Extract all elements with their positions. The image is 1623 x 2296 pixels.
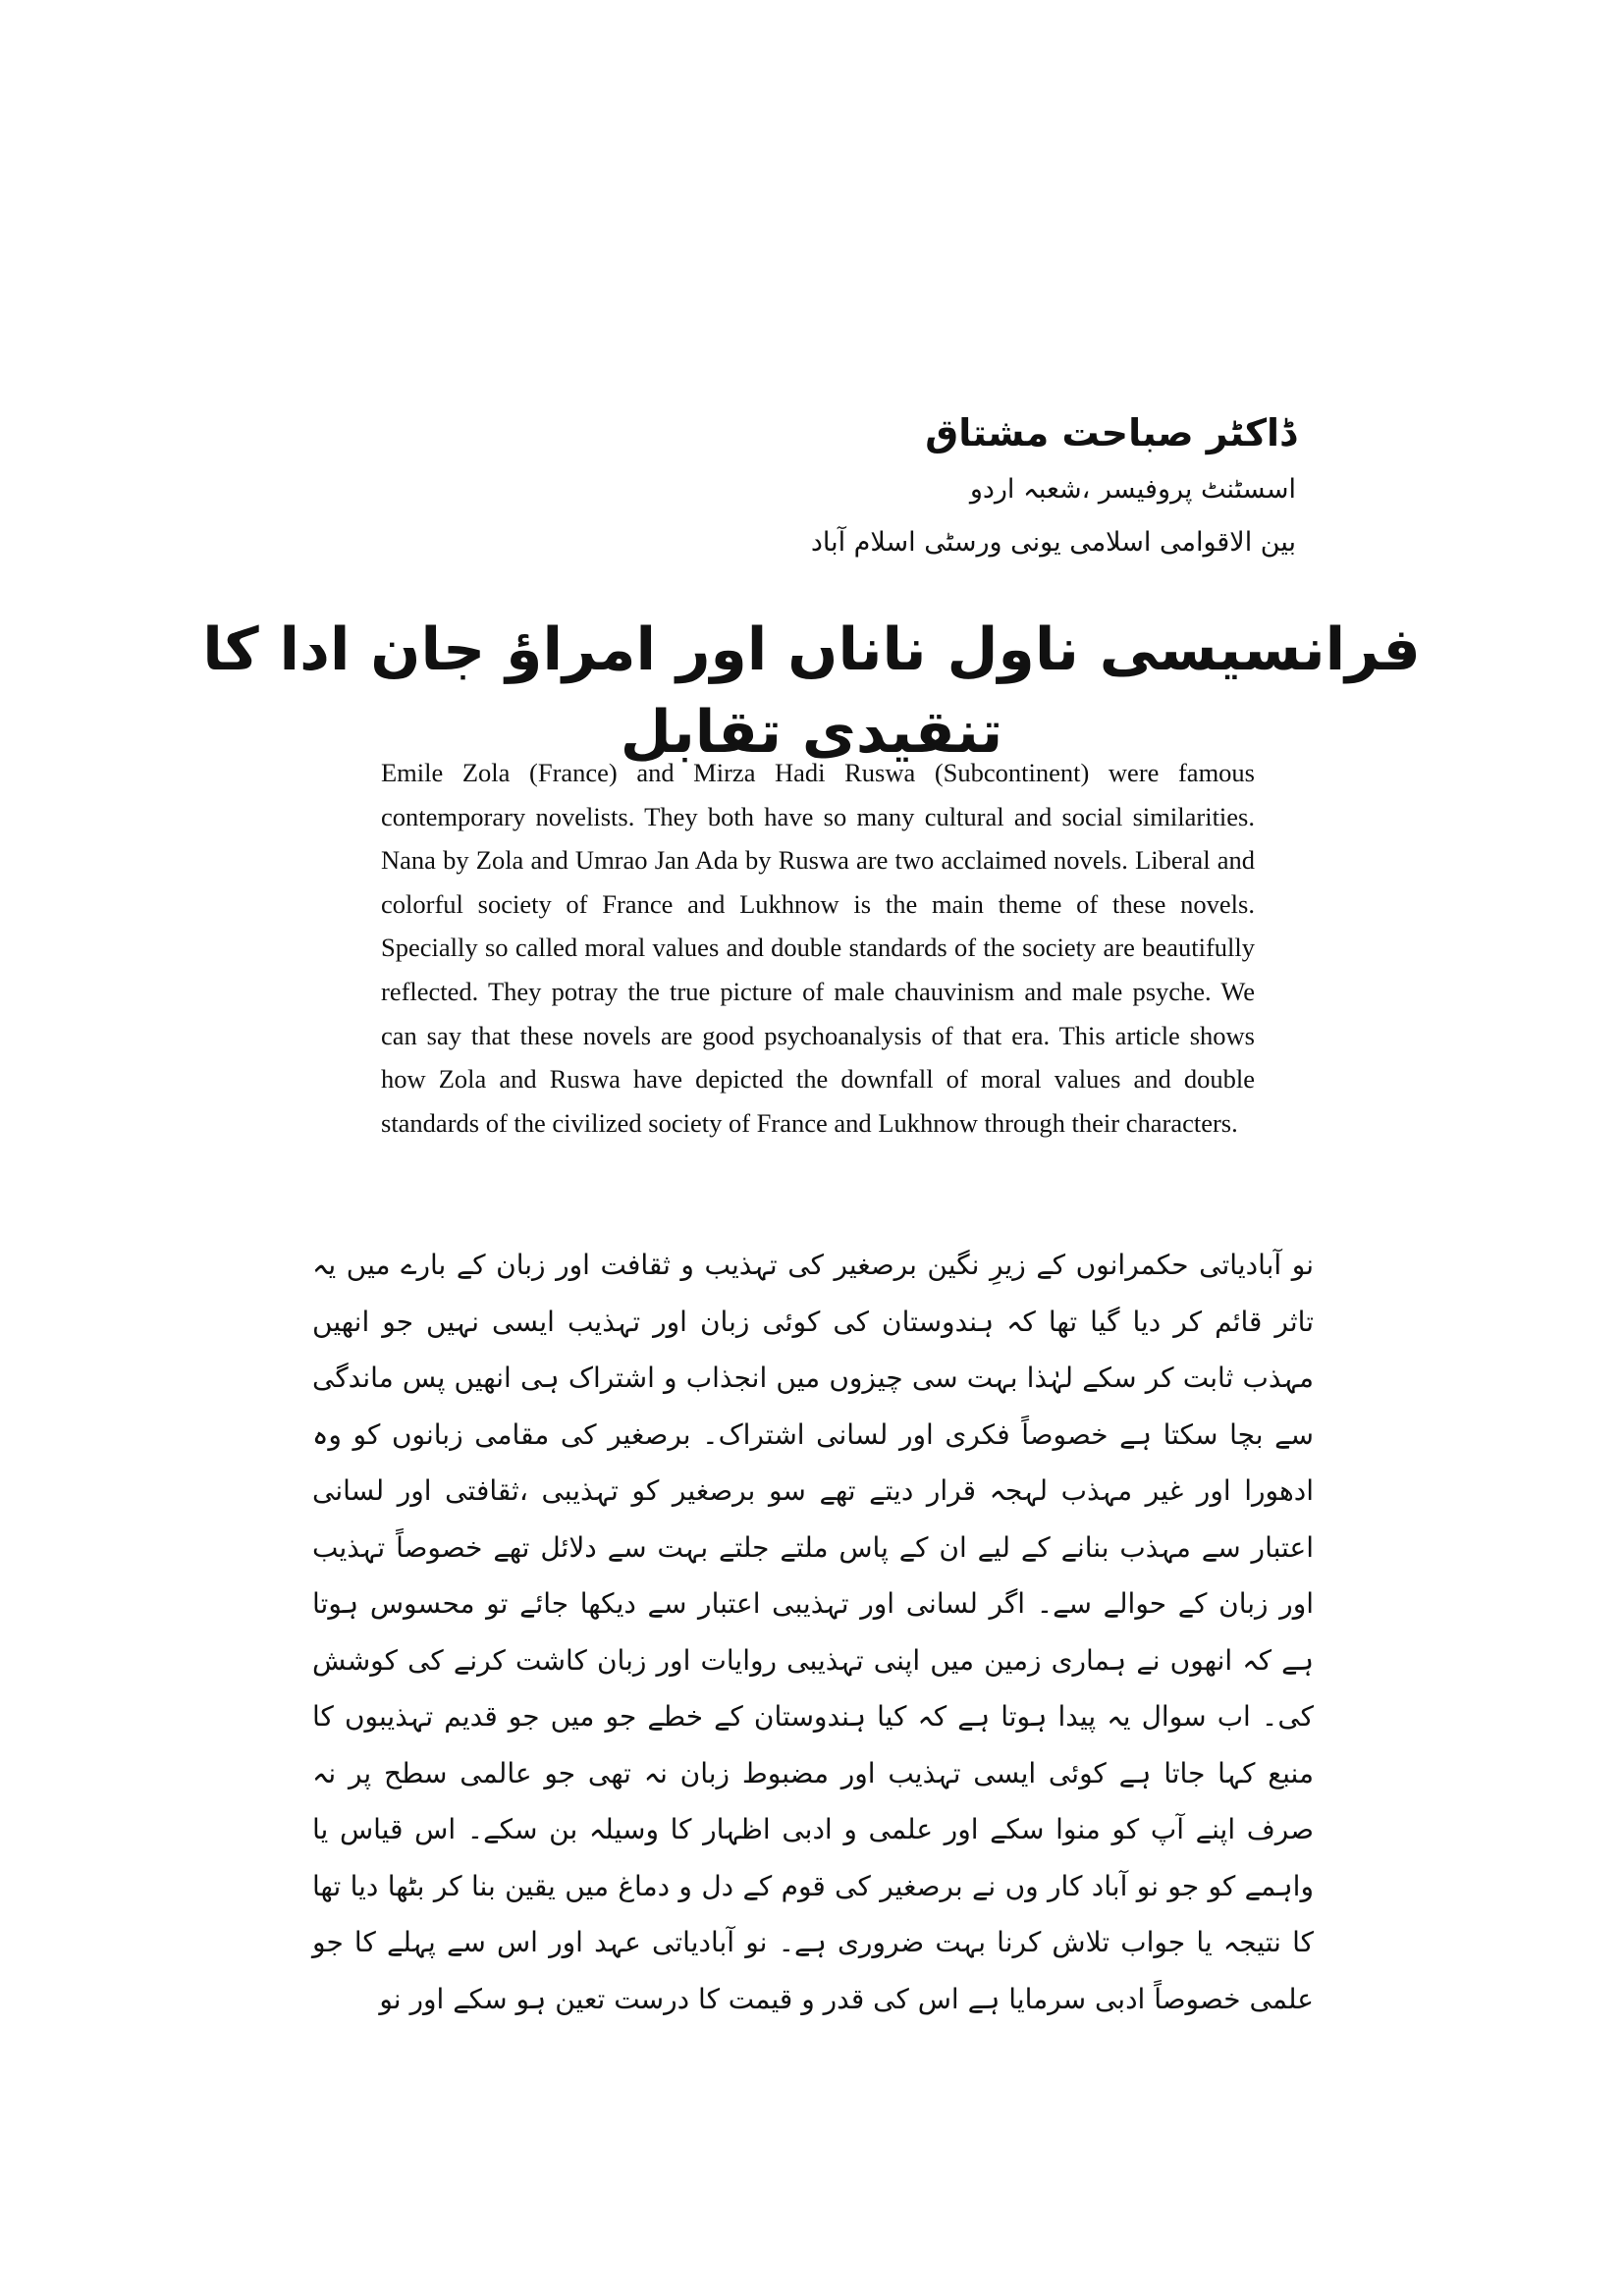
article-title: فرانسیسی ناول ناناں اور امراؤ جان ادا کا تنقیدی تقابل [202,615,1421,767]
author-name: ڈاکٹر صباحت مشتاق [925,411,1296,454]
author-institution: بین الاقوامی اسلامی یونی ورسٹی اسلام آباد [810,527,1296,558]
article-body: نو آبادیاتی حکمرانوں کے زیرِ نگین برصغیر کی تہذیب و ثقافت اور زبان کے بارے میں یہ تاثر قائم کر دیا گیا تھا کہ ہندوستان کی کوئی زبان اور تہذیب ایسی نہیں جو انھیں مہذب ثابت کر سکے لہٰذا بہت سی چیزوں میں انجذاب و اشتراک ہی انھیں پس ماندگی سے بچا سکتا ہے خصوصاً فکری اور لسانی اشتراک۔ برصغیر کی مقامی زبانوں کو وہ ادھورا اور غیر مہذب لہجہ قرار دیتے تھے سو برصغیر کو تہذیبی ،ثقافتی اور لسانی اعتبار سے مہذب بنانے کے لیے ان کے پاس ملتے جلتے بہت سے دلائل تھے خصوصاً تہذیب اور زبان کے حوالے سے۔ اگر لسانی اور تہذیبی اعتبار سے دیکھا جائے تو محسوس ہوتا ہے کہ انھوں نے ہماری زمین میں اپنی تہذیبی روایات اور زبان کاشت کرنے کی کوشش کی۔ اب سوال یہ پیدا ہوتا ہے کہ کیا ہندوستان کے خطے جو میں جو قدیم تہذیبوں کا منبع کہا جاتا ہے کوئی ایسی تہذیب اور مضبوط زبان نہ تھی جو عالمی سطح پر نہ صرف اپنے آپ کو منوا سکے اور علمی و ادبی اظہار کا وسیلہ بن سکے۔ اس قیاس یا واہمے کو جو نو آباد کار وں نے برصغیر کی قوم کے دل و دماغ میں یقین بنا کر بٹھا دیا تھا کا نتیجہ یا جواب تلاش کرنا بہت ضروری ہے۔ نو آبادیاتی عہد اور اس سے پہلے کا جو علمی خصوصاً ادبی سرمایا ہے اس کی قدر و قیمت کا درست تعین ہو سکے اور نو [312,1249,1314,2015]
author-designation: اسسٹنٹ پروفیسر ،شعبہ اردو [969,474,1296,505]
english-abstract: Emile Zola (France) and Mirza Hadi Ruswa (Subcontinent) were famous contemporary novelists. They both have so many cultural and social similarities. Nana by Zola and Umrao Jan Ada by Ruswa are two acclaimed novels. Liberal and colorful society of France and Lukhnow is the main theme of these novels. Specially so called moral values and double standards of the society are beautifully reflected. They potray the true picture of male chauvinism and male psyche. We can say that these novels are good psychoanalysis of that era. This article shows how Zola and Ruswa have depicted the downfall of moral values and double standards of the civilized society of France and Lukhnow through their characters. [381,758,1255,1138]
author-block [609,407,1296,564]
